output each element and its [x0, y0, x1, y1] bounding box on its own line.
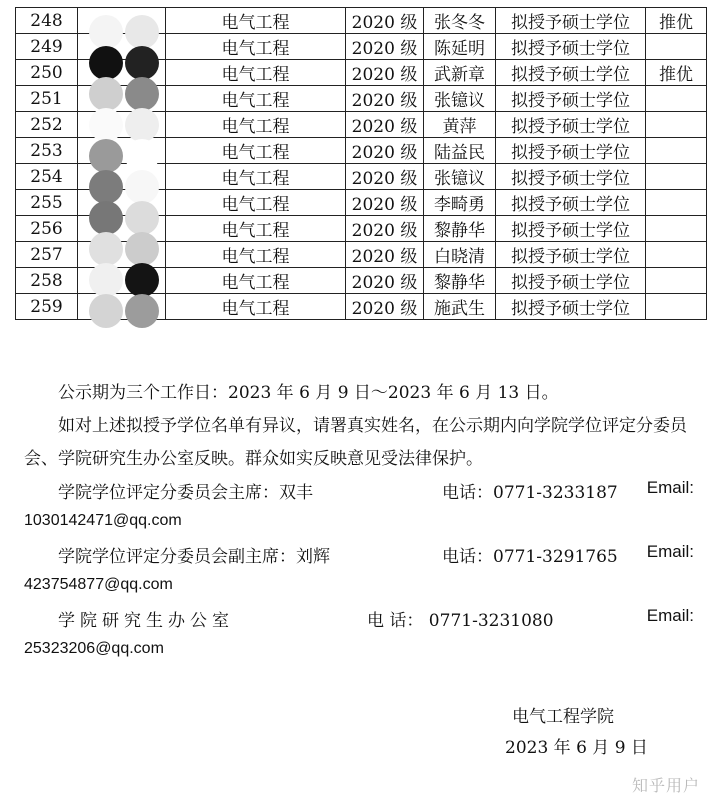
redaction-blob: [125, 201, 159, 235]
cell-grade: 2020 级: [346, 8, 424, 34]
watermark: 知乎用户: [631, 776, 700, 795]
cell-no: 249: [16, 34, 78, 60]
signature-date: 2023 年 6 月 9 日: [505, 738, 648, 758]
redaction-mask: [85, 7, 163, 342]
cell-note: [646, 268, 707, 294]
redaction-blob: [125, 139, 159, 173]
cell-no: 259: [16, 294, 78, 320]
contact-role: 学院学位评定分委员会副主席：刘辉: [58, 547, 330, 567]
redaction-blob: [125, 263, 159, 297]
cell-name: 张镱议: [424, 86, 496, 112]
contact-phone: 电话：0771-3291765: [442, 547, 618, 567]
cell-no: 255: [16, 190, 78, 216]
cell-grade: 2020 级: [346, 190, 424, 216]
cell-no: 252: [16, 112, 78, 138]
cell-name: 施武生: [424, 294, 496, 320]
cell-note: [646, 138, 707, 164]
contact-role: 学院研究生办公室: [58, 611, 234, 631]
cell-degree: 拟授予硕士学位: [496, 112, 646, 138]
redaction-blob: [89, 139, 123, 173]
cell-no: 250: [16, 60, 78, 86]
cell-name: 李畸勇: [424, 190, 496, 216]
cell-no: 253: [16, 138, 78, 164]
cell-degree: 拟授予硕士学位: [496, 294, 646, 320]
cell-name: 张冬冬: [424, 8, 496, 34]
cell-degree: 拟授予硕士学位: [496, 34, 646, 60]
contact-graduate-office: [24, 606, 694, 637]
cell-note: [646, 190, 707, 216]
cell-grade: 2020 级: [346, 164, 424, 190]
cell-name: 陆益民: [424, 138, 496, 164]
redaction-blob: [125, 170, 159, 204]
cell-name: 武新章: [424, 60, 496, 86]
redaction-blob: [89, 232, 123, 266]
redaction-blob: [125, 15, 159, 49]
contact-email: 423754877@qq.com: [24, 576, 173, 593]
cell-grade: 2020 级: [346, 216, 424, 242]
cell-note: [646, 112, 707, 138]
cell-no: 251: [16, 86, 78, 112]
notice-period: 公示期为三个工作日：2023 年 6 月 9 日～2023 年 6 月 13 日。: [58, 383, 559, 403]
cell-grade: 2020 级: [346, 112, 424, 138]
cell-no: 254: [16, 164, 78, 190]
cell-degree: 拟授予硕士学位: [496, 60, 646, 86]
cell-major: 电气工程: [166, 34, 346, 60]
cell-major: 电气工程: [166, 8, 346, 34]
contact-phone: 电 话： 0771-3231080: [367, 611, 554, 631]
cell-grade: 2020 级: [346, 268, 424, 294]
cell-name: 黎静华: [424, 216, 496, 242]
contact-chair: [24, 478, 694, 509]
cell-degree: 拟授予硕士学位: [496, 190, 646, 216]
redaction-blob: [125, 108, 159, 142]
redaction-blob: [89, 77, 123, 111]
cell-note: 推优: [646, 60, 707, 86]
cell-degree: 拟授予硕士学位: [496, 242, 646, 268]
cell-major: 电气工程: [166, 216, 346, 242]
cell-grade: 2020 级: [346, 242, 424, 268]
redaction-blob: [125, 232, 159, 266]
redaction-blob: [89, 15, 123, 49]
cell-degree: 拟授予硕士学位: [496, 8, 646, 34]
cell-major: 电气工程: [166, 60, 346, 86]
redaction-blob: [89, 294, 123, 328]
cell-note: [646, 34, 707, 60]
cell-degree: 拟授予硕士学位: [496, 138, 646, 164]
cell-note: [646, 294, 707, 320]
contact-email: 1030142471@qq.com: [24, 512, 182, 529]
redaction-blob: [125, 294, 159, 328]
cell-degree: 拟授予硕士学位: [496, 164, 646, 190]
cell-name: 白晓清: [424, 242, 496, 268]
redaction-blob: [125, 46, 159, 80]
cell-major: 电气工程: [166, 138, 346, 164]
cell-major: 电气工程: [166, 294, 346, 320]
contact-email-label: Email:: [646, 542, 694, 561]
cell-no: 258: [16, 268, 78, 294]
redaction-blob: [89, 263, 123, 297]
contact-email-label: Email:: [646, 606, 694, 625]
cell-grade: 2020 级: [346, 34, 424, 60]
cell-note: [646, 216, 707, 242]
cell-major: 电气工程: [166, 190, 346, 216]
cell-note: 推优: [646, 8, 707, 34]
contact-email-label: Email:: [646, 478, 694, 497]
contact-role: 学院学位评定分委员会主席：双丰: [58, 483, 313, 503]
contact-email: 25323206@qq.com: [24, 640, 164, 657]
redaction-blob: [89, 201, 123, 235]
cell-name: 黎静华: [424, 268, 496, 294]
cell-no: 257: [16, 242, 78, 268]
contact-vice-chair: [24, 542, 694, 573]
cell-grade: 2020 级: [346, 86, 424, 112]
cell-degree: 拟授予硕士学位: [496, 268, 646, 294]
cell-no: 256: [16, 216, 78, 242]
redaction-blob: [89, 108, 123, 142]
cell-name: 黄萍: [424, 112, 496, 138]
cell-grade: 2020 级: [346, 60, 424, 86]
redaction-blob: [89, 170, 123, 204]
cell-degree: 拟授予硕士学位: [496, 216, 646, 242]
cell-degree: 拟授予硕士学位: [496, 86, 646, 112]
redaction-blob: [125, 77, 159, 111]
cell-note: [646, 86, 707, 112]
cell-major: 电气工程: [166, 242, 346, 268]
contact-phone: 电话：0771-3233187: [442, 483, 618, 503]
cell-note: [646, 164, 707, 190]
cell-major: 电气工程: [166, 86, 346, 112]
cell-note: [646, 242, 707, 268]
cell-grade: 2020 级: [346, 138, 424, 164]
cell-name: 张镱议: [424, 164, 496, 190]
redaction-blob: [89, 46, 123, 80]
cell-name: 陈延明: [424, 34, 496, 60]
cell-grade: 2020 级: [346, 294, 424, 320]
cell-no: 248: [16, 8, 78, 34]
signature-org: 电气工程学院: [512, 707, 614, 727]
cell-major: 电气工程: [166, 112, 346, 138]
cell-major: 电气工程: [166, 268, 346, 294]
notice-objection: 如对上述拟授予学位名单有异议，请署真实姓名，在公示期内向学院学位评定分委员会、学院研究生办公室反映。群众如实反映意见受法律保护。: [24, 416, 687, 469]
cell-major: 电气工程: [166, 164, 346, 190]
